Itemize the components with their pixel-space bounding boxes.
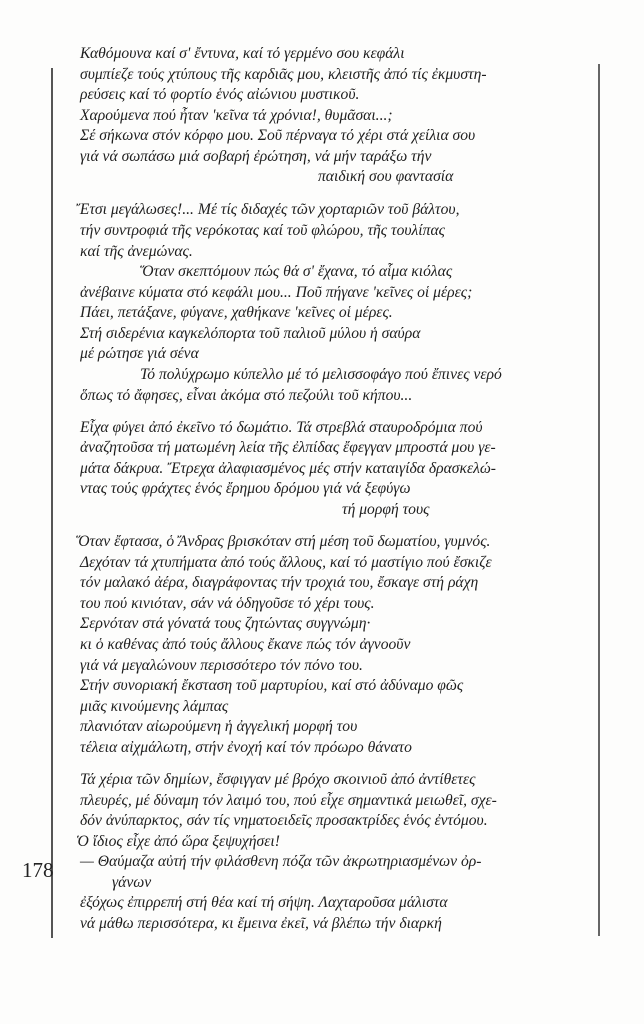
text-line: ὅπως τό ἄφησες, εἶναι ἀκόμα στό πεζούλι τοῦ κήπου... [80,386,413,404]
text-line: Ἔτσι μεγάλωσες!... Μέ τίς διδαχές τῶν χορταριῶν τοῦ βάλτου, [76,201,460,219]
text-line: Στήν συνοριακή ἔκσταση τοῦ μαρτυρίου, καί στό ἀδύναμο φῶς [80,677,464,695]
text-line: Πάει, πετάξανε, φύγανε, χαθήκανε 'κεῖνες οἱ μέρες. [80,304,393,322]
text-line: γιά νά μεγαλώνουν περισσότερο τόν πόνο του. [80,656,363,674]
text-line: ἀνέβαινε κύματα στό κεφάλι μου... Ποῦ πήγανε 'κεῖνες οἱ μέρες; [80,283,473,301]
text-line: νά μάθω περισσότερα, κι ἔμεινα ἐκεῖ, νά βλέπω τήν διαρκή [80,915,442,932]
text-line: κι ὁ καθένας ἀπό τούς ἄλλους ἔκανε πώς τόν ἀγνοοῦν [80,636,411,654]
left-margin-rule [51,68,53,938]
text-line: ντας τούς φράχτες ἑνός ἔρημου δρόμου γιά νά ξεφύγω [80,480,411,498]
text-line: συμπίεζε τούς χτύπους τῆς καρδιᾶς μου, κλειστῆς ἀπό τίς ἐκμυστη- [80,65,487,83]
text-line: Τό πολύχρωμο κύπελλο μέ τό μελισσοφάγο πού ἔπινες νερό [140,365,502,383]
text-line: Χαρούμενα πού ἦταν 'κεῖνα τά χρόνια!, θυμᾶσαι...; [80,106,393,124]
text-line: τήν συντροφιά τῆς νερόκοτας καί τοῦ φλώρου, τῆς τουλίπας [80,222,445,240]
text-line: μέ ρώτησε γιά σένα [80,345,199,363]
text-line: Σερνόταν στά γόνατά τους ζητώντας συγγνώμη· [80,615,371,633]
text-line: Ὁ ἴδιος εἶχε ἀπό ὥρα ξεψυχήσει! [76,832,280,850]
text-line: γάνων [112,873,152,891]
text-line: τέλεια αἰχμάλωτη, στήν ἐνοχή καί τόν πρόωρο θάνατο [80,738,412,756]
text-line: του πού κινιόταν, σάν νά ὁδηγοῦσε τό χέρι τους. [80,594,375,612]
text-line: Σέ σήκωνα στόν κόρφο μου. Σοῦ πέρναγα τό χέρι στά χείλια σου [80,127,476,145]
right-margin-rule [598,64,600,936]
text-line: πλανιόταν αἰωρούμενη ἡ ἀγγελική μορφή του [80,718,358,736]
text-line: τή μορφή τους [342,501,430,518]
text-line: μιᾶς κινούμενης λάμπας [80,697,229,715]
text-line: μάτα δάκρυα. Ἔτρεχα ἀλαφιασμένος μές στήν καταιγίδα δρασκελώ- [80,459,496,477]
text-line: πλευρές, μέ δύναμη τόν λαιμό του, πού εἶχε σημαντικά μειωθεῖ, σχε- [80,791,497,809]
text-line: ἐξόχως ἐπιρρεπή στή θέα καί τή σήψη. Λαχταροῦσα μάλιστα [80,894,448,912]
text-line: καί τῆς ἀνεμώνας. [80,242,193,260]
page-number: 178 [22,858,54,882]
text-line: Εἶχα φύγει ἀπό ἐκεῖνο τό δωμάτιο. Τά στρεβλά σταυροδρόμια πού [80,418,483,436]
text-line: Στή σιδερένια καγκελόπορτα τοῦ παλιοῦ μύλου ἡ σαύρα [80,324,421,342]
text-line: παιδική σου φαντασία [318,168,454,186]
text-line: Καθόμουνα καί σ' ἔντυνα, καί τό γερμένο σου κεφάλι [80,45,405,62]
text-line: δόν ἀνύπαρκτος, σάν τίς νηματοειδεῖς προσακτρίδες ἑνός ἐντόμου. [80,812,488,830]
text-line: Ὅταν ἔφτασα, ὁ Ἄνδρας βρισκόταν στή μέση τοῦ δωματίου, γυμνός. [76,533,491,551]
text-line: Τά χέρια τῶν δημίων, ἔσφιγγαν μέ βρόχο σκοινιοῦ ἀπό ἀντίθετες [80,771,476,789]
text-line: Ὅταν σκεπτόμουν πώς θά σ' ἔχανα, τό αἷμα κιόλας [140,263,453,281]
text-line: γιά νά σωπάσω μιά σοβαρή ἐρώτηση, νά μήν ταράξω τήν [80,147,432,165]
text-line: ρεύσεις καί τό φορτίο ἑνός αἰώνιου μυστικοῦ. [80,86,360,104]
text-line: Δεχόταν τά χτυπήματα ἀπό τούς ἄλλους, καί τό μαστίγιο πού ἔσκιζε [80,553,492,571]
text-line: ἀναζητοῦσα τή ματωμένη λεία τῆς ἐλπίδας ἔφεγγαν μπροστά μου γε- [80,439,496,457]
text-line: — Θαύμαζα αὐτή τήν φιλάσθενη πόζα τῶν ἀκρωτηριασμένων ὀρ- [80,853,482,871]
text-line: τόν μαλακό ἀέρα, διαγράφοντας τήν τροχιά του, ἔσκαγε στή ράχη [80,574,479,592]
